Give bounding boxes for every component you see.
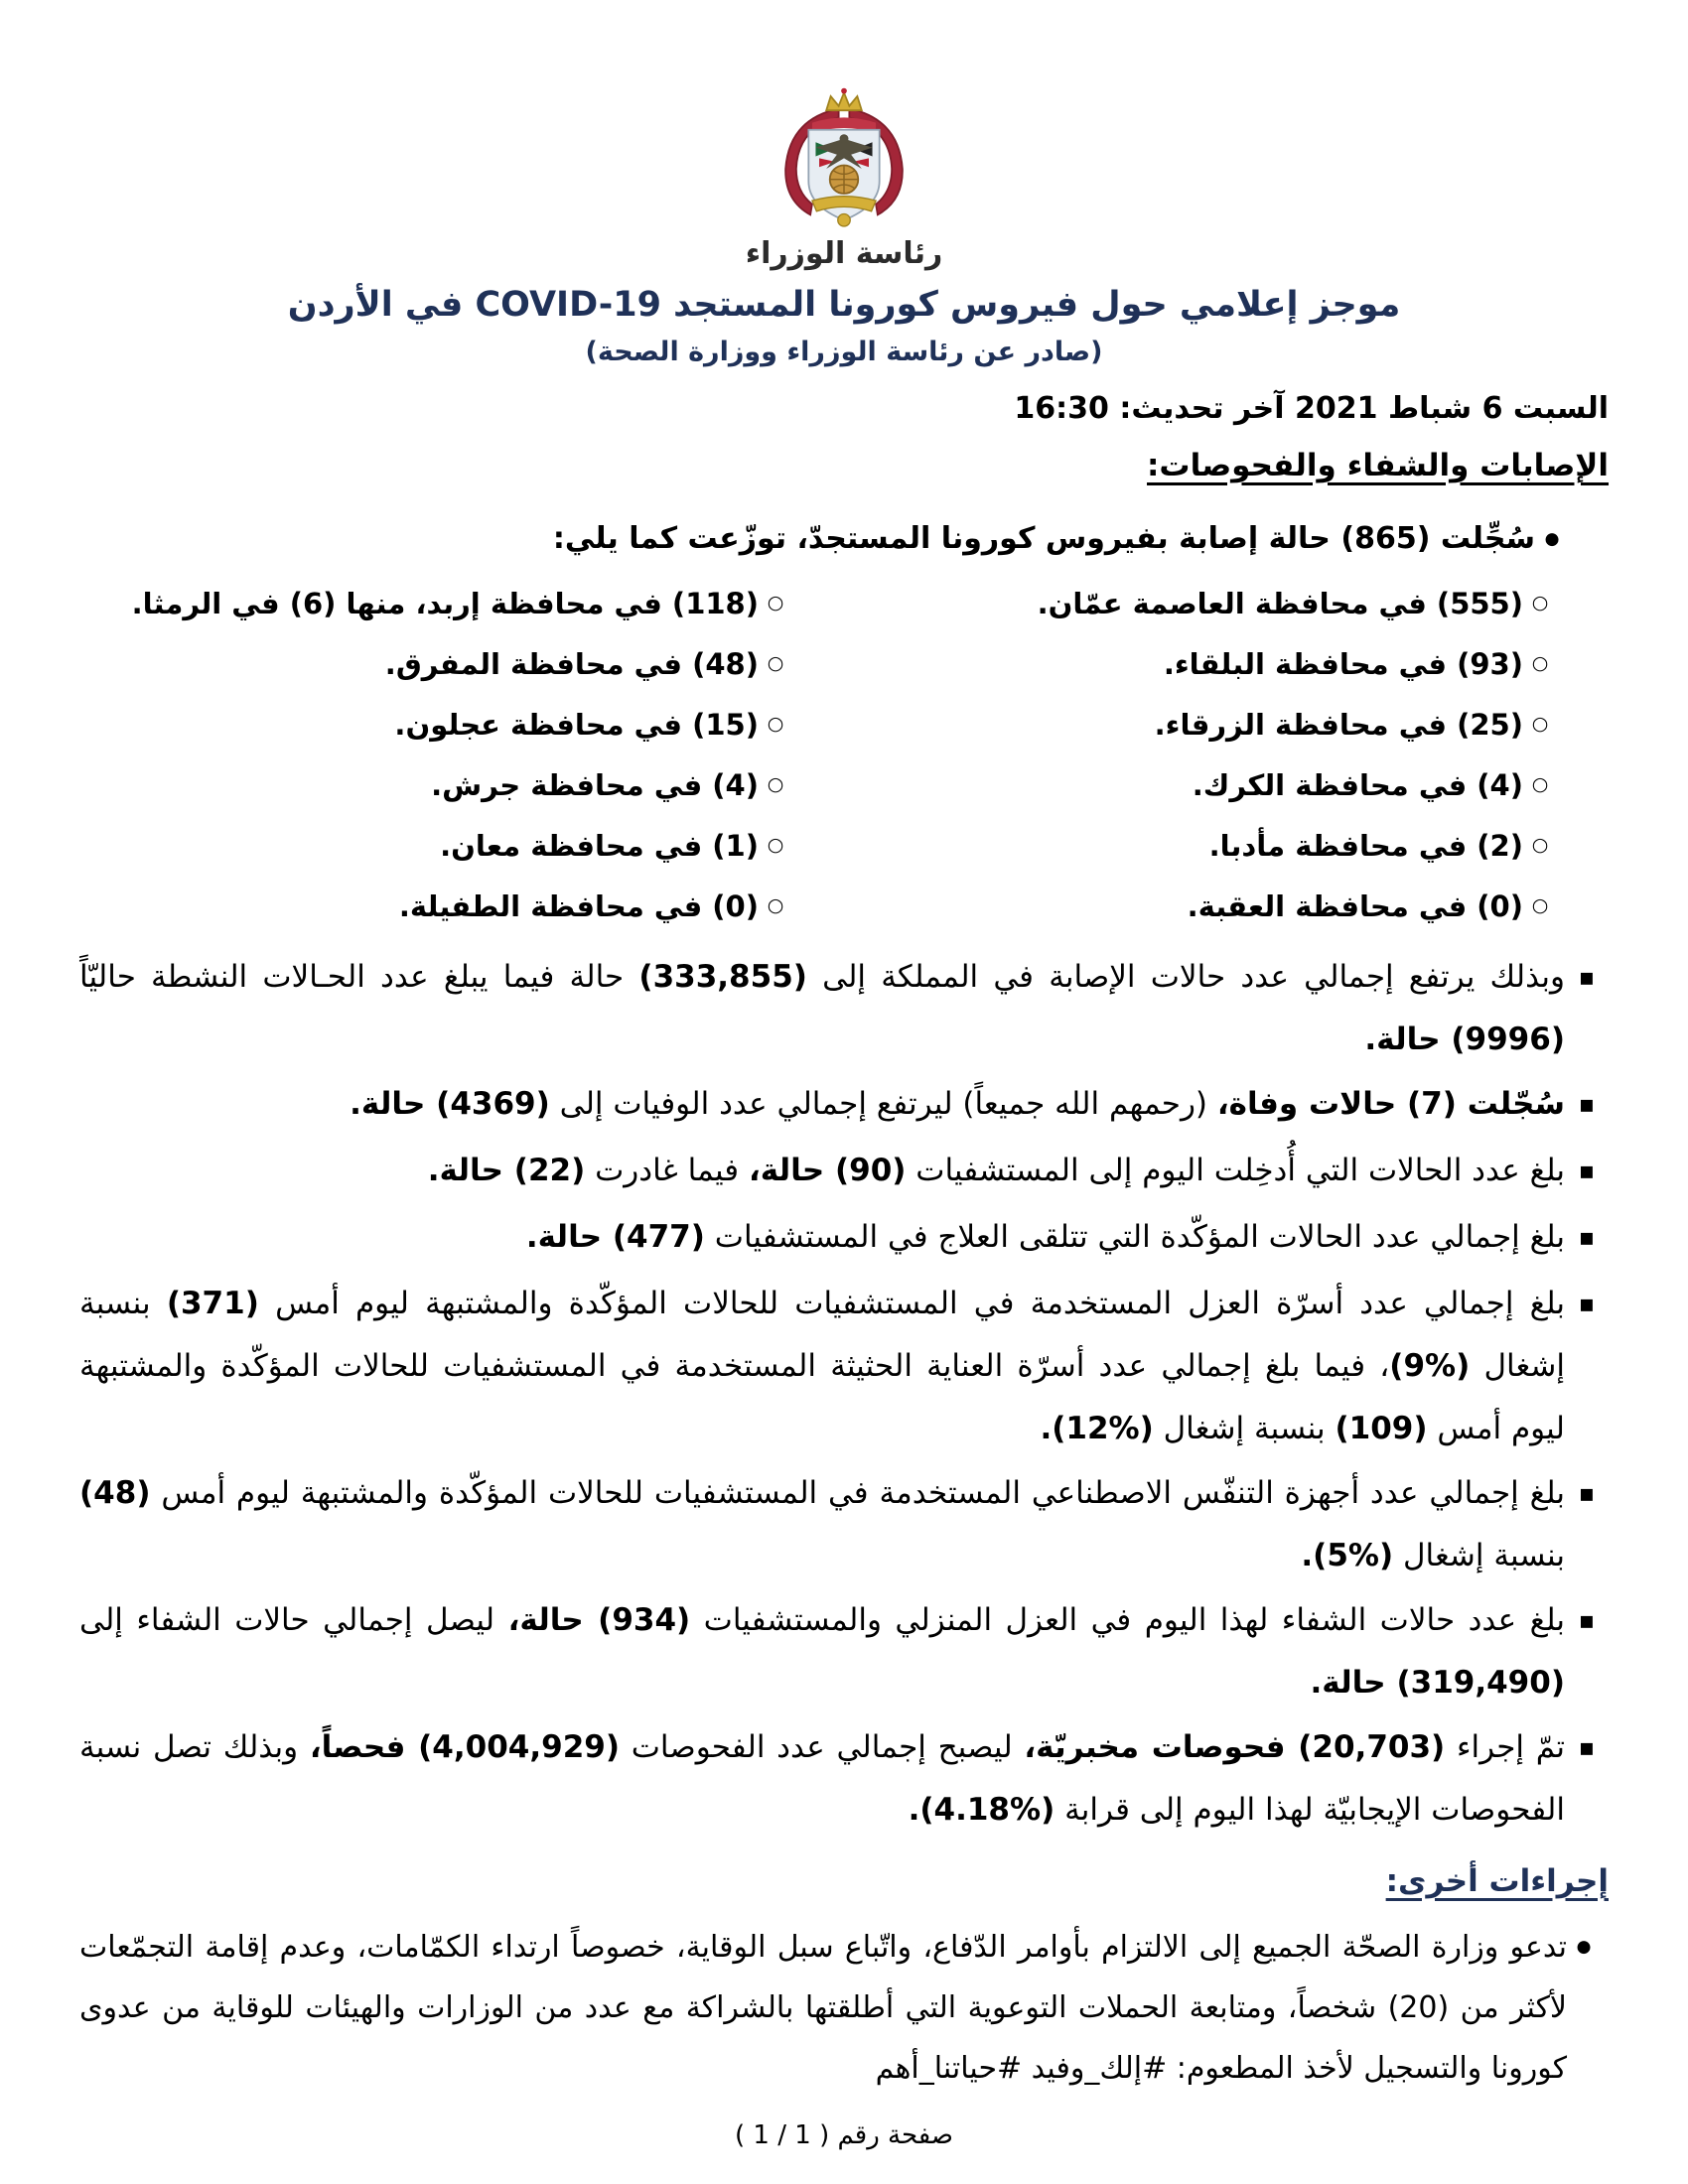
- gov-case-text: (4) في محافظة جرش.: [431, 767, 759, 802]
- stat-text: وبذلك يرتفع إجمالي عدد حالات الإصابة في المملكة إلى (333,855) حالة فيما يبلغ عدد الحـالات النشطة حاليّاً (9996) حالة.: [79, 959, 1565, 1057]
- other-measures-text: تدعو وزارة الصحّة الجميع إلى الالتزام بأوامر الدّفاع، واتّباع سبل الوقاية، خصوصاً ارتداء الكمّامات، وعدم إقامة التجمّعات لأكثر من (20) شخصاً، ومتابعة الحملات التوعوية التي أطلقتها بالشراكة مع عدد من الوزارات والهيئات للوقاية من عدوى كورونا والتسجيل لأخذ المطعوم: #إلك_وفيد #حياتنا_أهم: [79, 1930, 1567, 2086]
- gov-case-text: (0) في محافظة الطفيلة.: [398, 888, 759, 923]
- bullet-circle-icon: [1523, 694, 1557, 754]
- other-measures-bullet: [79, 1917, 1609, 2099]
- bullet-dot-icon: [1567, 1917, 1601, 1977]
- page-number: صفحة رقم ( 1 / 1 ): [735, 2120, 953, 2150]
- statistics-list: [79, 946, 1609, 1842]
- governorates-column-right: [844, 573, 1609, 936]
- governorates-list: [79, 573, 1609, 936]
- bullet-circle-icon: [1523, 815, 1557, 876]
- gov-case-item: [79, 754, 844, 815]
- stat-bullet-total-cases: [79, 946, 1609, 1071]
- bullet-square-icon: [1565, 1462, 1609, 1527]
- gov-case-item: [844, 633, 1609, 694]
- bullet-circle-icon: [759, 694, 792, 754]
- gov-case-item: [844, 754, 1609, 815]
- bullet-circle-icon: [1523, 633, 1557, 694]
- gov-case-text: (555) في محافظة العاصمة عمّان.: [1037, 586, 1523, 620]
- section-heading-other-measures: إجراءات أخرى:: [1385, 1863, 1609, 1899]
- date-line: السبت 6 شباط 2021 آخر تحديث: 16:30: [1014, 391, 1609, 426]
- section-other-measures: [79, 1863, 1609, 2099]
- gov-case-text: (118) في محافظة إربد، منها (6) في الرمثا.: [131, 586, 759, 620]
- section-heading-cases: الإصابات والشفاء والفحوصات:: [1147, 448, 1609, 483]
- gov-case-item: [844, 573, 1609, 633]
- bullet-square-icon: [1565, 1140, 1609, 1204]
- bullet-circle-icon: [759, 633, 792, 694]
- gov-case-text: (93) في محافظة البلقاء.: [1163, 646, 1523, 681]
- document-subtitle: (صادر عن رئاسة الوزراء ووزارة الصحة): [585, 337, 1103, 367]
- bullet-circle-icon: [759, 573, 792, 633]
- stat-text: بلغ إجمالي عدد الحالات المؤكّدة التي تتلقى العلاج في المستشفيات (477) حالة.: [525, 1219, 1565, 1255]
- gov-case-text: (1) في محافظة معان.: [440, 828, 759, 863]
- gov-case-text: (2) في محافظة مأدبا.: [1208, 828, 1523, 863]
- gov-case-text: (48) في محافظة المفرق.: [384, 646, 759, 681]
- bullet-square-icon: [1565, 1716, 1609, 1781]
- gov-case-item: [844, 694, 1609, 754]
- jordan-coat-of-arms-icon: [738, 87, 950, 234]
- gov-case-text: (4) في محافظة الكرك.: [1192, 767, 1523, 802]
- page-footer: [79, 2120, 1609, 2150]
- gov-case-item: [844, 876, 1609, 936]
- stat-text: بلغ عدد الحالات التي أُدخِلت اليوم إلى المستشفيات (90) حالة، فيما غادرت (22) حالة.: [427, 1153, 1565, 1188]
- document-title: موجز إعلامي حول فيروس كورونا المستجد COVID-19 في الأردن: [287, 285, 1401, 325]
- stat-bullet-deaths: [79, 1073, 1609, 1138]
- stat-text: سُجّلت (7) حالات وفاة، (رحمهم الله جميعاً) ليرتفع إجمالي عدد الوفيات إلى (4369) حالة.: [350, 1086, 1565, 1122]
- logo-caption: رئاسة الوزراء: [745, 236, 943, 271]
- bullet-square-icon: [1565, 1589, 1609, 1654]
- stat-text: بلغ عدد حالات الشفاء لهذا اليوم في العزل المنزلي والمستشفيات (934) حالة، ليصل إجمالي حالات الشفاء إلى (319,490) حالة.: [79, 1602, 1565, 1701]
- gov-case-text: (15) في محافظة عجلون.: [394, 707, 759, 742]
- stat-bullet-lab-tests: [79, 1716, 1609, 1842]
- bullet-circle-icon: [759, 876, 792, 936]
- gov-case-item: [79, 815, 844, 876]
- bullet-circle-icon: [759, 754, 792, 815]
- bullet-dot-icon: [1535, 509, 1569, 569]
- stat-text: تمّ إجراء (20,703) فحوصات مخبريّة، ليصبح إجمالي عدد الفحوصات (4,004,929) فحصاً، وبذلك تصل نسبة الفحوصات الإيجابيّة لهذا اليوم إلى قرابة (%4.18).: [79, 1729, 1565, 1828]
- bullet-square-icon: [1565, 1273, 1609, 1337]
- gov-case-text: (25) في محافظة الزرقاء.: [1154, 707, 1523, 742]
- section-cases: [79, 448, 1609, 1842]
- bullet-square-icon: [1565, 946, 1609, 1011]
- document-header: [79, 0, 1609, 426]
- bullet-square-icon: [1565, 1073, 1609, 1138]
- bullet-circle-icon: [1523, 876, 1557, 936]
- stat-bullet-hospital-admissions: [79, 1140, 1609, 1204]
- gov-case-item: [79, 876, 844, 936]
- stat-bullet-isolation-icu-beds: [79, 1273, 1609, 1460]
- stat-bullet-recoveries: [79, 1589, 1609, 1714]
- cases-intro-bullet: [79, 509, 1609, 569]
- bullet-circle-icon: [1523, 573, 1557, 633]
- bullet-circle-icon: [1523, 754, 1557, 815]
- stat-bullet-hospital-treatment: [79, 1206, 1609, 1271]
- governorates-column-left: [79, 573, 844, 936]
- stat-text: بلغ إجمالي عدد أسرّة العزل المستخدمة في المستشفيات للحالات المؤكّدة والمشتبهة ليوم أمس (371) بنسبة إشغال (%9)، فيما بلغ إجمالي عدد أسرّة العناية الحثيثة المستخدمة في المستشفيات للحالات المؤكّدة والمشتبهة ليوم أمس (109) بنسبة إشغال (%12).: [79, 1286, 1566, 1446]
- bullet-square-icon: [1565, 1206, 1609, 1271]
- stat-bullet-ventilators: [79, 1462, 1609, 1587]
- gov-case-item: [79, 694, 844, 754]
- gov-case-item: [79, 573, 844, 633]
- gov-case-text: (0) في محافظة العقبة.: [1187, 888, 1523, 923]
- gov-case-item: [79, 633, 844, 694]
- stat-text: بلغ إجمالي عدد أجهزة التنفّس الاصطناعي المستخدمة في المستشفيات للحالات المؤكّدة والمشتبهة ليوم أمس (48) بنسبة إشغال (%5).: [79, 1475, 1565, 1573]
- logo-block: [79, 0, 1609, 271]
- gov-case-item: [844, 815, 1609, 876]
- cases-intro-text: سُجِّلت (865) حالة إصابة بفيروس كورونا المستجدّ، توزّعت كما يلي:: [552, 521, 1535, 556]
- bullet-circle-icon: [759, 815, 792, 876]
